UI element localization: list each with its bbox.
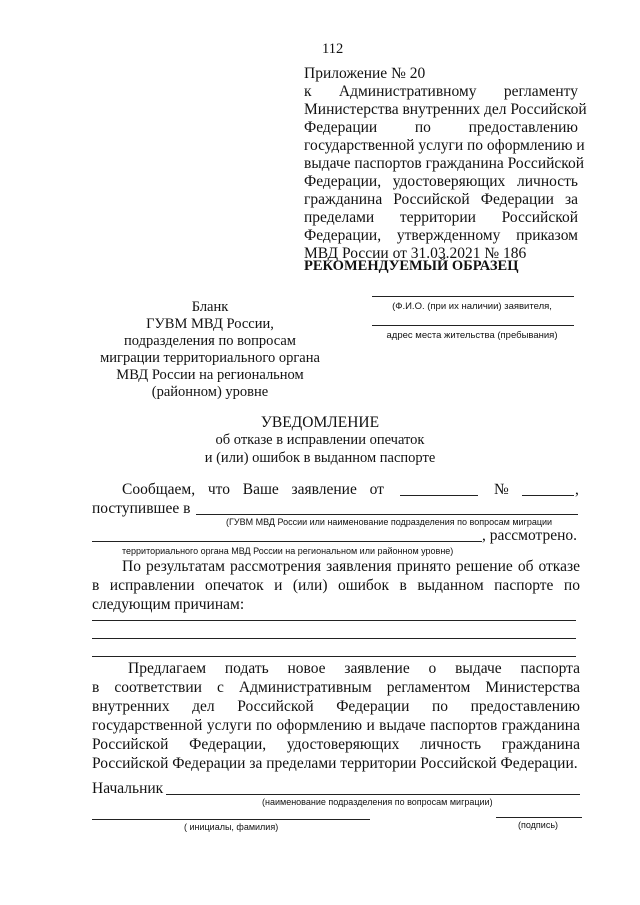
appendix-line: Федерации, удостоверяющих личность — [304, 173, 578, 190]
date-field-line[interactable] — [400, 495, 478, 496]
signature-caption: (подпись) — [518, 820, 559, 830]
decision-text: следующим причинам: — [92, 596, 245, 613]
letterhead-line: МВД России на региональном — [116, 367, 304, 383]
appendix-line: Федерации по предоставлению — [304, 119, 578, 136]
unit-name-line[interactable] — [166, 794, 580, 795]
sample-heading: РЕКОМЕНДУЕМЫЙ ОБРАЗЕЦ — [304, 258, 519, 274]
initials-line[interactable] — [92, 819, 370, 820]
number-sign: № — [494, 481, 509, 498]
appendix-line: Приложение № 20 — [304, 65, 426, 82]
letterhead-line: Бланк — [191, 299, 229, 315]
proposal-text: в соответствии с Административным регламентом Министерства — [92, 679, 580, 696]
comma: , — [575, 481, 579, 498]
decision-text: По результатам рассмотрения заявления принято решение об отказе — [122, 558, 580, 575]
letterhead-line: подразделения по вопросам — [124, 333, 296, 349]
reviewed-text: , рассмотрено. — [482, 527, 578, 544]
appendix-line: пределами территории Российской — [304, 209, 578, 226]
received-in-line[interactable] — [196, 514, 578, 515]
appendix-line: гражданина Российской Федерации за — [304, 191, 578, 208]
territorial-caption: территориального органа МВД России на региональном или районном уровне) — [122, 546, 454, 556]
applicant-address-line[interactable] — [372, 325, 574, 326]
appendix-line: государственной услуги по оформлению и — [304, 137, 585, 154]
initials-caption: ( инициалы, фамилия) — [184, 822, 279, 832]
appendix-line: Федерации, утвержденному приказом — [304, 227, 578, 244]
letterhead-line: ГУВМ МВД России, — [146, 316, 274, 332]
letterhead-line: миграции территориального органа — [100, 350, 320, 366]
notice-subtitle: об отказе в исправлении опечаток — [215, 432, 425, 448]
proposal-text: государственной услуги по оформлению и выдаче паспортов гражданина — [92, 717, 580, 734]
signature-line[interactable] — [496, 817, 582, 818]
reason-line[interactable] — [92, 620, 576, 621]
proposal-text: Российской Федерации за пределами территории Российской Федерации. — [92, 755, 578, 772]
applicant-name-line[interactable] — [372, 296, 574, 297]
notice-title: УВЕДОМЛЕНИЕ — [260, 414, 380, 431]
reason-line[interactable] — [92, 638, 576, 639]
decision-text: в исправлении опечаток и (или) ошибок в выданном паспорте по — [92, 577, 580, 594]
letterhead-line: (районном) уровне — [151, 384, 269, 400]
inform-text: Сообщаем, что Ваше заявление от — [122, 481, 384, 498]
chief-label: Начальник — [92, 780, 164, 797]
applicant-name-caption: (Ф.И.О. (при их наличии) заявителя, — [392, 301, 552, 312]
reason-line[interactable] — [92, 656, 576, 657]
appendix-line: МВД России от 31.03.2021 № 186 — [304, 245, 527, 262]
territorial-line[interactable] — [92, 541, 482, 542]
appendix-line: к Административному регламенту — [304, 83, 578, 100]
appendix-line: выдаче паспортов гражданина Российской — [304, 155, 585, 172]
notice-subtitle: и (или) ошибок в выданном паспорте — [204, 450, 436, 466]
appendix-line: Министерства внутренних дел Российской — [304, 101, 587, 118]
proposal-text: Предлагаем подать новое заявление о выдаче паспорта — [128, 660, 580, 677]
number-field-line[interactable] — [522, 495, 574, 496]
received-in-text: поступившее в — [92, 500, 191, 517]
applicant-address-caption: адрес места жительства (пребывания) — [386, 330, 558, 341]
proposal-text: внутренних дел Российской Федерации по предоставлению — [92, 698, 580, 715]
gu-caption: (ГУВМ МВД России или наименование подразделения по вопросам миграции — [226, 517, 553, 527]
unit-caption: (наименование подразделения по вопросам миграции) — [262, 797, 493, 807]
page-number: 112 — [322, 41, 344, 57]
proposal-text: Российской Федерации, удостоверяющих личность гражданина — [92, 736, 580, 753]
